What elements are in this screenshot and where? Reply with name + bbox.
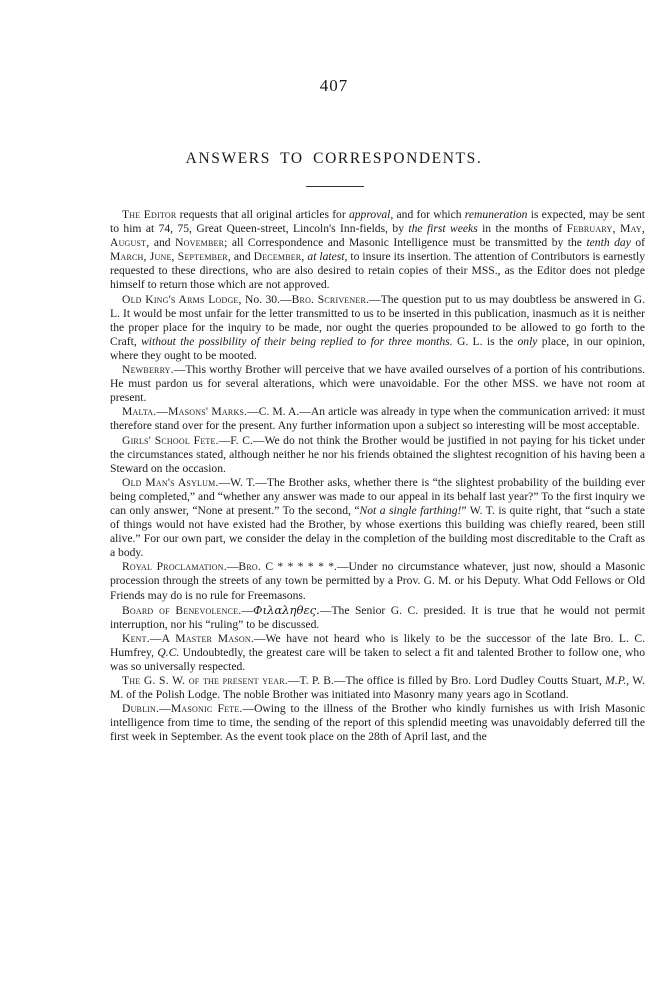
text-run: Undoubtedly, the greatest care will be taken to select a fit and talented Brother to follow one, who was so universally respected. [110, 645, 645, 673]
text-run: —We have not heard who is likely to be the successor of the late Bro. L. C. Humfrey, [110, 631, 646, 659]
text-run: Q.C. [157, 645, 180, 659]
heading-run: The G. S. W. of the present year. [122, 674, 288, 688]
paragraph-board-of-benevolence [110, 603, 645, 632]
heading-run: Bro. Scrivener. [291, 292, 370, 306]
text-run: ; all Correspondence and Masonic Intelligence must be transmitted by the [224, 236, 587, 250]
page-title: ANSWERS TO CORRESPONDENTS. [185, 150, 483, 167]
text-run: —F. C.—We do not think the Brother would be justified in not paying for his ticket under the circumstances stated, although neither he nor his friends obtained the slightest recognition of his having been a Steward on the occasion. [110, 433, 645, 475]
paragraph-girls-school [110, 434, 645, 476]
paragraph-dublin [110, 702, 645, 744]
heading-run: Old King's Arms Lodge, [122, 292, 242, 306]
text-run: —C. M. A.—An article was already in type when the communication arrived: it must therefore stand over for the present. Any further information upon a subject so interesting will be most acceptable. [110, 405, 645, 433]
heading-run: Girls' School Fete. [122, 433, 219, 447]
text-run: to insure its insertion. The attention of Contributors is earnestly requested to these directions, who are also desired to retain copies of their MSS., as the Editor does not pledge himself to return those which are not approved. [110, 250, 646, 292]
article-body [110, 208, 645, 745]
paragraph-old-mans-asylum [110, 476, 645, 561]
heading-run: March, June, September, [110, 250, 231, 264]
text-run: — [226, 560, 239, 574]
heading-run: Newberry. [122, 363, 174, 377]
heading-run: Old Man's Asylum. [122, 475, 219, 489]
text-run: C * * * * * *.—Under no circumstance whatever, just now, should a Masonic procession through the streets of any town be permitted by a Prov. G. M. or his Deputy. What Odd Fellows or Old Friends may do is no rule for Freemasons. [110, 560, 645, 602]
heading-run: The Editor [122, 208, 177, 221]
paragraph-the-g-s-w [110, 674, 645, 702]
title-rule [306, 186, 364, 187]
text-run: W. M. of the Polish Lodge. The noble Brother was initiated into Masonry many years ago in Scotland. [110, 674, 646, 702]
text-run: G. L. is the [452, 334, 518, 348]
text-run: — [241, 603, 253, 617]
text-run: tenth day [586, 236, 631, 250]
heading-run: Bro. [238, 560, 261, 574]
text-run: —The Senior G. C. presided. It is true that he would not permit interruption, nor his “ruling” to be discussed. [110, 603, 645, 631]
text-run: remuneration [464, 208, 528, 221]
paragraph-old-kings-arms [110, 293, 645, 363]
text-run: approval, [348, 208, 394, 221]
text-run: —The question put to us may doubtless be answered in G. L. It would be most unfair for the letter transmitted to us to be inserted in this publication, inasmuch as it is neither the proper place for the inquiry to be made, nor ought the queries propounded to be allowed to go forth to the Craft, [110, 292, 645, 348]
text-run: No. 30.— [241, 292, 292, 306]
text-run: and [149, 236, 176, 250]
text-run: —This worthy Brother will perceive that we have availed ourselves of a portion of his contributions. He must pardon us for several alterations, which were unavoidable. For the other MSS. we have not room at present. [110, 363, 645, 405]
text-run: place, in our opinion, where they ought to be mooted. [110, 334, 645, 362]
text-run: requests that all original articles for [176, 208, 349, 221]
text-run: ” W. T. is quite right, that “such a state of things would not have existed had the Brother, by whose exertions this building was chiefly reared, been still alive.” For our own part, we consider the delay in the completion of the building most discreditable to the Craft as a body. [110, 503, 645, 560]
text-run: of [630, 236, 646, 250]
text-run: at latest, [307, 250, 348, 264]
page-number: 407 [319, 76, 349, 95]
text-run: —T. P. B.—The office is filled by Bro. Lord Dudley Coutts Stuart, [287, 674, 606, 688]
text-run: —Owing to the illness of the Brother who kindly furnishes us with Irish Masonic intelligence from time to time, the sending of the report of this splendid meeting was unavoidably deferred till the first week in September. As the event took place on the 28th of April last, and the [110, 702, 645, 744]
heading-run: Malta.—Masons' Marks. [122, 405, 248, 419]
paragraph-royal-proclamation [110, 560, 645, 602]
text-run: only [517, 334, 538, 348]
heading-run: December, [253, 250, 305, 264]
text-run: Not a single farthing! [359, 503, 462, 517]
heading-run: Dublin.—Masonic Fete. [122, 702, 243, 716]
heading-run: February, May, August, [110, 222, 645, 250]
heading-run: Royal Proclamation. [122, 560, 227, 574]
heading-run: November [175, 236, 225, 250]
text-run: and for which [393, 208, 465, 221]
text-run: the first weeks [408, 222, 478, 236]
text-run: Φιλαληθες. [252, 602, 320, 617]
heading-run: Board of Benevolence. [122, 603, 242, 617]
paragraph-malta [110, 405, 645, 433]
text-run: without the possibility of their being replied to for three months. [141, 334, 453, 348]
text-run: —W. T.—The Brother asks, whether there is “the slightest probability of the building ever being completed,” and “whether any answer was made to our appeal in its behalf last year?” To the first inquiry we can only answer, “None at present.” To the second, “ [110, 475, 645, 517]
text-run: M.P., [605, 674, 630, 688]
text-run: in the months of [477, 222, 567, 236]
paragraph-newberry [110, 363, 645, 405]
heading-run: Kent.—A Master Mason. [122, 631, 254, 645]
paragraph-editor-notice [110, 208, 645, 293]
text-run: is expected, may be sent to him at 74, 75, Great Queen-street, Lincoln's Inn-fields, by [110, 208, 646, 236]
text-run: and [230, 250, 254, 264]
paragraph-kent [110, 632, 645, 674]
